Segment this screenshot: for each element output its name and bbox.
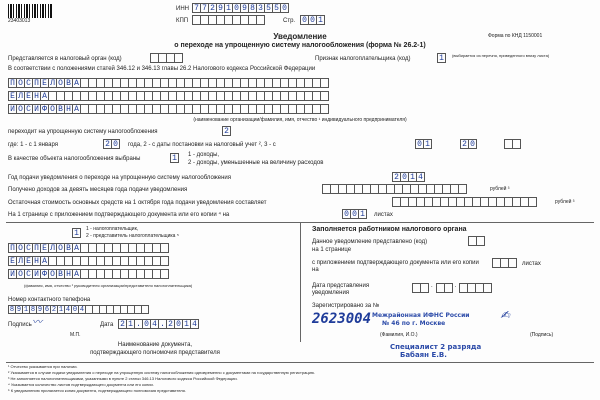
char-cell: [160, 269, 169, 279]
sheets-label: На 1 странице с приложением подтверждающего документа или его копии ⁴ на: [8, 212, 230, 218]
char-cell: 9: [240, 3, 249, 13]
kpp-field[interactable]: [192, 15, 264, 25]
char-cell: С: [24, 104, 33, 114]
char-cell: 1: [224, 3, 233, 13]
char-cell: В: [56, 269, 65, 279]
char-cell: 9: [216, 3, 225, 13]
char-cell: Н: [64, 104, 73, 114]
signature-label: Подпись: [8, 322, 32, 328]
char-cell: 0: [415, 139, 424, 149]
char-cell: [256, 15, 265, 25]
specialist-name: Бабаян Е.В.: [400, 351, 447, 359]
inn-label: ИНН: [176, 6, 189, 12]
tax-object-field[interactable]: [170, 153, 178, 163]
doc-label-1: Наименование документа,: [117, 342, 193, 348]
transition-year-suffix-field[interactable]: [504, 139, 520, 149]
char-cell: И: [32, 269, 41, 279]
specialist-title: Специалист 2 разряда: [390, 343, 482, 351]
char-cell: 5: [272, 3, 281, 13]
char-cell: 1: [58, 305, 64, 314]
char-cell: А: [72, 78, 81, 88]
char-cell: 0: [280, 3, 289, 13]
footnote: ³ Не заполняется налогоплательщиками, указанными в пункте 2 статьи 346.13 Налогового кодекса Российской Федерации.: [8, 376, 238, 381]
char-cell: П: [8, 243, 17, 253]
barcode-image: [8, 4, 52, 18]
signature-date-field[interactable]: [118, 319, 198, 329]
char-cell: С: [24, 243, 33, 253]
mp-label: М.П.: [70, 332, 81, 338]
char-cell: [160, 243, 169, 253]
form-subtitle: о переходе на упрощенную систему налогообложения (форма № 26.2-1): [174, 42, 426, 49]
char-cell: 4: [190, 319, 199, 329]
income-field[interactable]: [322, 184, 466, 194]
char-cell: 2: [103, 139, 112, 149]
char-cell: [174, 53, 183, 63]
transition-type-field[interactable]: [222, 126, 230, 136]
kpp-label: КПП: [176, 18, 189, 24]
registered-label: Зарегистрировано за №: [312, 303, 380, 309]
digit-cell: [512, 139, 521, 149]
char-cell: 7: [192, 3, 201, 13]
signer-name-caption: (фамилия, имя, отчество ¹ руководителя организации/представителя налогоплательщика): [24, 283, 193, 288]
char-cell: 4: [65, 305, 71, 314]
digit-cell: [508, 258, 517, 268]
date-label: Дата: [100, 322, 114, 328]
income-label: Получено доходов за девять месяцев года подачи уведомления: [8, 187, 188, 193]
char-cell: 2: [166, 319, 175, 329]
reliability-field[interactable]: [72, 228, 80, 238]
reliability-option-2: 2 - представитель налогоплательщика ⁵: [86, 233, 179, 239]
form-title: Уведомление: [273, 32, 327, 41]
char-cell: 1: [358, 209, 367, 219]
digit-cell: [420, 283, 429, 293]
barcode-number: 23403013: [8, 18, 31, 24]
char-cell: [528, 197, 537, 207]
page-label: Стр.: [283, 18, 296, 24]
char-cell: 1: [182, 319, 191, 329]
page-number-field[interactable]: [300, 15, 324, 25]
char-cell: Е: [24, 91, 33, 101]
char-cell: [141, 305, 149, 314]
char-cell: 6: [44, 305, 50, 314]
char-cell: 4: [416, 172, 425, 182]
doc-label-2: подтверждающего полномочия представителя: [90, 350, 220, 356]
digit-cell: [444, 283, 453, 293]
char-cell: П: [32, 78, 41, 88]
char-cell: 1: [437, 53, 446, 63]
name-line[interactable]: [8, 78, 328, 88]
char-cell: Ф: [40, 269, 49, 279]
taxpayer-name-caption: (наименование организации/фамилия, имя, отчество ¹ индивидуального предпринимателя): [193, 117, 407, 123]
char-cell: А: [40, 91, 49, 101]
char-cell: 2: [118, 319, 127, 329]
char-cell: 0: [142, 319, 151, 329]
tax-office-stamp-line-1: Межрайонная ИФНС России: [372, 312, 470, 319]
char-cell: С: [24, 78, 33, 88]
char-cell: А: [72, 243, 81, 253]
char-cell: П: [8, 78, 17, 88]
fio-caption: (Фамилия, И.О.): [380, 332, 418, 338]
char-cell: 8: [30, 305, 36, 314]
transition-label: переходит на упрощенную систему налогообложения: [8, 129, 158, 135]
char-cell: [320, 78, 329, 88]
char-cell: 1: [23, 305, 29, 314]
char-cell: П: [32, 243, 41, 253]
char-cell: 0: [72, 305, 78, 314]
income-unit: рублей ³: [490, 186, 510, 192]
taxpayer-sign-label: Признак налогоплательщика (код): [315, 56, 411, 62]
submission-date-field[interactable]: . .: [412, 283, 491, 293]
registration-number: 2623004: [312, 311, 372, 327]
footnote-divider: [6, 362, 594, 363]
char-cell: О: [16, 243, 25, 253]
char-cell: Е: [8, 256, 17, 266]
residual-unit: рублей ³: [555, 199, 575, 205]
footnote: ¹ Отчество указывается при наличии.: [8, 364, 78, 369]
object-label: В качестве объекта налогообложения выбраны: [8, 156, 141, 162]
transition-year-field[interactable]: [103, 139, 119, 149]
char-cell: 1: [170, 153, 179, 163]
char-cell: И: [32, 104, 41, 114]
char-cell: 0: [400, 172, 409, 182]
char-cell: Л: [16, 256, 25, 266]
char-cell: Н: [32, 91, 41, 101]
char-cell: Л: [48, 243, 57, 253]
signature-scribble: 〰︎: [32, 317, 42, 328]
char-cell: [320, 104, 329, 114]
char-cell: 2: [222, 126, 231, 136]
char-cell: С: [24, 269, 33, 279]
char-cell: 1: [408, 172, 417, 182]
char-cell: 1: [126, 319, 135, 329]
char-cell: 0: [350, 209, 359, 219]
char-cell: 5: [264, 3, 273, 13]
transition-legend: где: 1 - с 1 января: [8, 142, 58, 148]
name-line[interactable]: [8, 91, 328, 101]
char-cell: Л: [48, 78, 57, 88]
digit-cell: [483, 283, 492, 293]
inn-field[interactable]: [192, 3, 288, 13]
sheets-count-field[interactable]: [342, 209, 366, 219]
year-label: Год подачи уведомления о переходе на упрощенную систему налогообложения: [8, 175, 232, 181]
char-cell: В: [64, 243, 73, 253]
char-cell: 0: [468, 139, 477, 149]
presented-label: Данное уведомление представлено (код): [312, 239, 428, 245]
reliability-option-1: 1 - налогоплательщик,: [86, 226, 139, 232]
char-cell: .: [158, 319, 167, 329]
char-cell: 4: [150, 319, 159, 329]
char-cell: 2: [51, 305, 57, 314]
char-cell: [320, 91, 329, 101]
name-line[interactable]: [8, 104, 328, 114]
officer-signature: ✍︎: [500, 304, 510, 323]
char-cell: .: [134, 319, 143, 329]
char-cell: 7: [200, 3, 209, 13]
char-cell: А: [72, 104, 81, 114]
column-divider: [300, 222, 301, 342]
digit-cell: [476, 236, 485, 246]
char-cell: О: [16, 78, 25, 88]
char-cell: И: [8, 269, 17, 279]
attach-count-field[interactable]: [492, 258, 516, 268]
notification-year-field[interactable]: [392, 172, 424, 182]
taxpayer-sign-field[interactable]: [437, 53, 445, 63]
char-cell: Е: [40, 243, 49, 253]
object-option-1: 1 - доходы,: [188, 152, 220, 158]
char-cell: О: [56, 243, 65, 253]
char-cell: Е: [40, 78, 49, 88]
char-cell: 2: [460, 139, 469, 149]
tax-office-code-field[interactable]: [150, 53, 182, 63]
footnote: ² Указывается в случае подачи уведомления о переходе на упрощенную систему налогообложения одновременно с документами на государственную регистрацию.: [8, 370, 315, 375]
char-cell: 3: [256, 3, 265, 13]
footnotes: [8, 364, 592, 394]
pages-label: на 1 странице: [312, 247, 352, 253]
char-cell: 1: [316, 15, 325, 25]
char-cell: 0: [300, 15, 309, 25]
residual-value-field[interactable]: [392, 197, 536, 207]
char-cell: В: [56, 104, 65, 114]
char-cell: 2: [392, 172, 401, 182]
name-line[interactable]: [8, 256, 168, 266]
char-cell: [160, 256, 169, 266]
char-cell: В: [64, 78, 73, 88]
presented-code-field[interactable]: [468, 236, 484, 246]
footnote: ⁴ Указывается количество листов подтверждающего документа или его копии.: [8, 382, 154, 387]
char-cell: О: [56, 78, 65, 88]
law-text: В соответствии с положениями статей 346.12 и 346.13 главы 26.2 Налогового кодекса Российской Федерации: [8, 66, 316, 72]
char-cell: О: [16, 104, 25, 114]
name-line[interactable]: [8, 269, 168, 279]
char-cell: 4: [79, 305, 85, 314]
char-cell: 2: [208, 3, 217, 13]
char-cell: И: [8, 104, 17, 114]
char-cell: Е: [8, 91, 17, 101]
char-cell: Н: [32, 256, 41, 266]
char-cell: А: [72, 269, 81, 279]
transition-day-field[interactable]: [415, 139, 431, 149]
char-cell: Ф: [40, 104, 49, 114]
phone-label: Номер контактного телефона: [8, 297, 91, 303]
char-cell: 0: [308, 15, 317, 25]
transition-legend-middle: года, 2 - с даты постановки на налоговый учет ², 3 - с: [128, 142, 276, 148]
char-cell: 0: [111, 139, 120, 149]
char-cell: [458, 184, 467, 194]
char-cell: 8: [248, 3, 257, 13]
char-cell: 1: [423, 139, 432, 149]
tax-office-title: Заполняется работником налогового органа: [312, 226, 467, 233]
char-cell: 1: [72, 228, 81, 238]
char-cell: О: [48, 104, 57, 114]
char-cell: О: [48, 269, 57, 279]
submission-date-label: Дата представления уведомления: [312, 283, 370, 296]
char-cell: Л: [16, 91, 25, 101]
object-option-2: 2 - доходы, уменьшенные на величину расходов: [188, 160, 324, 166]
submission-label: Представляется в налоговый орган (код): [8, 56, 122, 62]
attach-unit: листах: [522, 261, 541, 267]
footnote: ⁵ К уведомлению прилагается копия документа, подтверждающего полномочия представителя.: [8, 388, 186, 393]
char-cell: 9: [16, 305, 22, 314]
phone-field[interactable]: [8, 305, 148, 314]
char-cell: 0: [174, 319, 183, 329]
char-cell: Е: [24, 256, 33, 266]
char-cell: 0: [342, 209, 351, 219]
char-cell: 9: [37, 305, 43, 314]
char-cell: А: [40, 256, 49, 266]
attach-label: с приложением подтверждающего документа или его копии на: [312, 260, 479, 273]
sheets-unit: листах: [374, 212, 393, 218]
tax-office-stamp-line-2: № 46 по г. Москве: [382, 320, 446, 327]
char-cell: Н: [64, 269, 73, 279]
taxpayer-sign-note: (выбирается из перечня, приведенного внизу листа): [452, 53, 550, 58]
char-cell: О: [16, 269, 25, 279]
char-cell: 8: [9, 305, 15, 314]
sign-caption: (Подпись): [530, 332, 554, 338]
form-code: Форма по КНД 1150001: [488, 33, 543, 39]
residual-label: Остаточная стоимость основных средств на 1 октября года подачи уведомления составляет: [8, 200, 267, 206]
transition-month-field[interactable]: [460, 139, 476, 149]
char-cell: 0: [232, 3, 241, 13]
name-line[interactable]: [8, 243, 168, 253]
